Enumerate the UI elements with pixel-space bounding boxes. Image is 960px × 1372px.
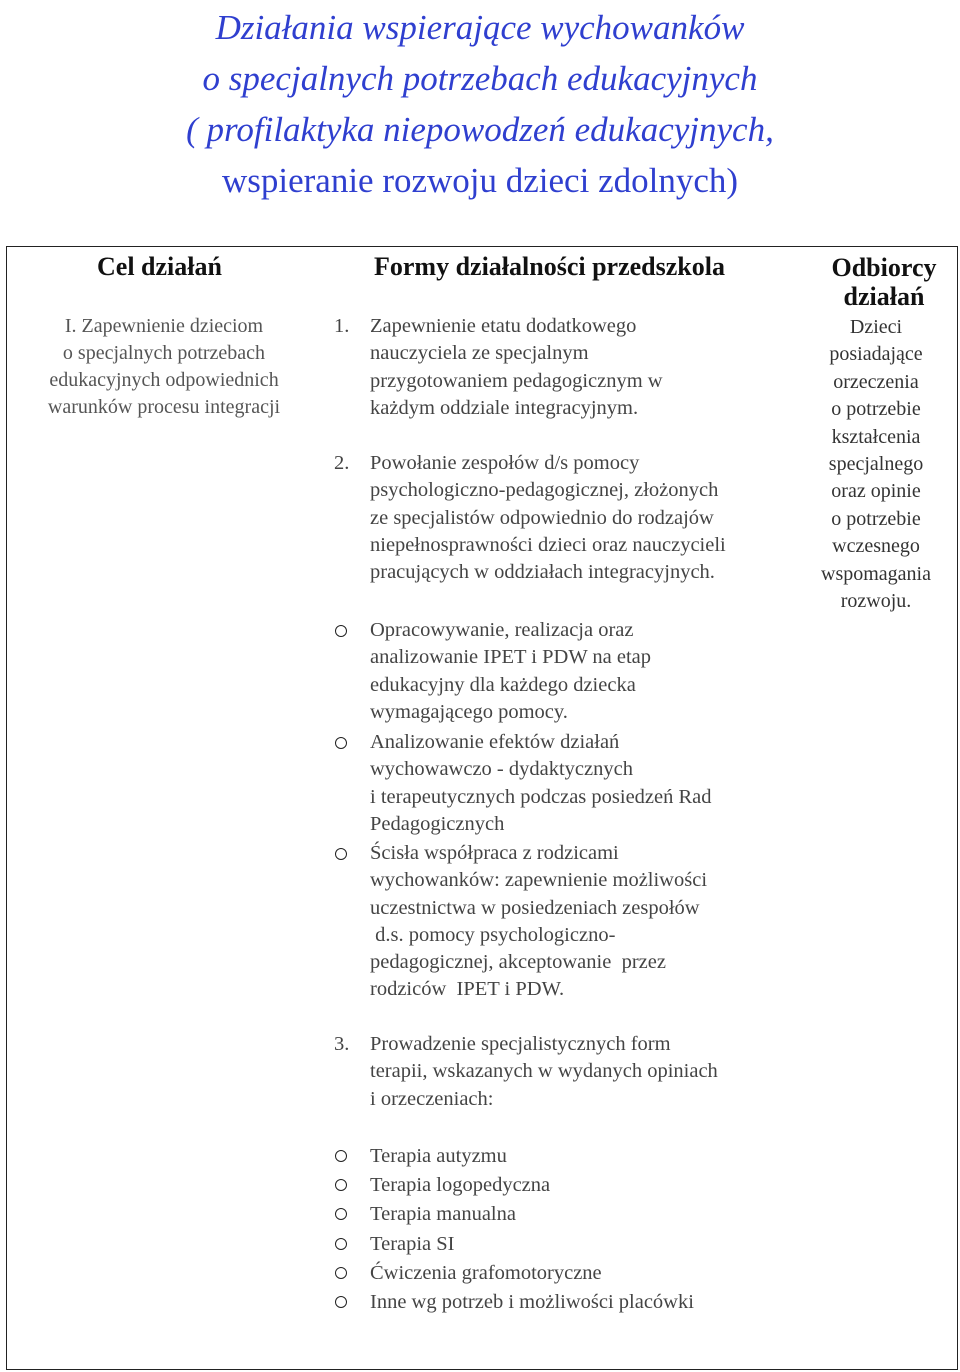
cel-line: edukacyjnych odpowiednich [49, 369, 279, 391]
item-line: Powołanie zespołów d/s pomocy [370, 452, 640, 474]
header-odbiorcy-line: działań [843, 282, 925, 311]
item-line: niepełnosprawności dzieci oraz nauczycieli [370, 533, 726, 556]
header-cel: Cel działań [97, 252, 222, 281]
odbiorcy-line: oraz opinie [831, 480, 921, 503]
cel-line: o specjalnych potrzebach [62, 342, 266, 364]
therapy-label: Terapia manualna [370, 1203, 516, 1225]
bullet-icon [335, 737, 347, 749]
bullet-line: Opracowywanie, realizacja oraz [370, 619, 634, 641]
item-number: 3. [334, 1033, 350, 1055]
bullet-item [370, 729, 712, 838]
item-line: każdym oddziale integracyjnym. [370, 396, 639, 419]
therapy-item [370, 1200, 516, 1229]
title-line: wspieranie rozwoju dzieci zdolnych) [221, 161, 739, 200]
bullet-item [370, 840, 707, 1004]
bullet-line: edukacyjny dla każdego dziecka [370, 673, 636, 696]
odbiorcy-line: specjalnego [828, 453, 924, 476]
item-line: nauczyciela ze specjalnym [370, 342, 589, 365]
odbiorcy-line: o potrzebie [831, 507, 921, 530]
bullet-icon [335, 1179, 347, 1191]
therapy-item [370, 1171, 550, 1200]
item-number: 1. [334, 315, 350, 337]
therapy-item [370, 1288, 694, 1317]
item-line: terapii, wskazanych w wydanych opiniach [370, 1060, 718, 1083]
bullet-icon [335, 1208, 347, 1220]
odbiorcy-line: posiadające [829, 343, 923, 366]
item-line: Prowadzenie specjalistycznych form [370, 1033, 671, 1055]
bullet-line: i terapeutycznych podczas posiedzeń Rad [370, 785, 712, 808]
bullet-line: uczestnictwa w posiedzeniach zespołów [370, 896, 700, 919]
odbiorcy-line: rozwoju. [840, 590, 912, 613]
bullet-icon [335, 1150, 347, 1162]
item-line: ze specjalistów odpowiednio do rodzajów [370, 506, 714, 529]
cel-line: I. Zapewnienie dzieciom [64, 315, 264, 337]
therapy-label: Terapia SI [370, 1233, 455, 1255]
item-line: psychologiczno-pedagogicznej, złożonych [370, 479, 719, 502]
cel-line: warunków procesu integracji [47, 396, 281, 418]
item-line: pracujących w oddziałach integracyjnych. [370, 561, 715, 584]
bullet-item [370, 617, 651, 726]
bullet-line: Pedagogicznych [370, 812, 505, 835]
header-formy: Formy działalności przedszkola [374, 252, 725, 281]
document-title [0, 2, 960, 206]
formy-item-2 [334, 450, 726, 586]
bullet-line: analizowanie IPET i PDW na etap [370, 646, 652, 669]
formy-item-3 [334, 1031, 718, 1113]
odbiorcy-line: orzeczenia [833, 370, 919, 393]
cel-cell [14, 313, 314, 421]
item-line: i orzeczeniach: [370, 1087, 494, 1110]
therapy-label: Terapia logopedyczna [370, 1174, 551, 1196]
title-line: o specjalnych potrzebach edukacyjnych [202, 59, 758, 98]
bullet-line: d.s. pomocy psychologiczno- [370, 923, 616, 946]
bullet-icon [335, 1267, 347, 1279]
header-odbiorcy-line: Odbiorcy [831, 253, 937, 282]
bullet-line: pedagogicznej, akceptowanie przez [370, 951, 666, 974]
odbiorcy-line: Dzieci [849, 316, 903, 338]
odbiorcy-cell [806, 314, 946, 615]
bullet-line: wychowanków: zapewnienie możliwości [370, 869, 708, 892]
header-odbiorcy [814, 253, 954, 311]
formy-item-1 [334, 313, 663, 422]
odbiorcy-line: o potrzebie [831, 398, 921, 421]
item-number: 2. [334, 452, 350, 474]
bullet-icon [335, 1238, 347, 1250]
bullet-line: wychowawczo - dydaktycznych [370, 758, 633, 781]
therapy-label: Ćwiczenia grafomotoryczne [370, 1262, 602, 1284]
title-line: Działania wspierające wychowanków [215, 8, 745, 47]
bullet-icon [335, 848, 347, 860]
bullet-icon [335, 1296, 347, 1308]
therapy-label: Terapia autyzmu [370, 1145, 507, 1167]
bullet-icon [335, 625, 347, 637]
item-line: przygotowaniem pedagogicznym w [370, 369, 663, 392]
odbiorcy-line: wspomagania [821, 562, 931, 585]
therapy-item [370, 1142, 507, 1171]
bullet-line: Ścisła współpraca z rodzicami [370, 842, 619, 864]
title-line: ( profilaktyka niepowodzeń edukacyjnych, [186, 110, 774, 149]
odbiorcy-line: wczesnego [832, 535, 920, 558]
odbiorcy-line: kształcenia [831, 425, 921, 448]
item-line: Zapewnienie etatu dodatkowego [370, 315, 637, 337]
bullet-line: rodziców IPET i PDW. [370, 978, 565, 1001]
bullet-line: Analizowanie efektów działań [370, 731, 620, 753]
therapy-item [370, 1230, 455, 1259]
therapy-item [370, 1259, 602, 1288]
therapy-label: Inne wg potrzeb i możliwości placówki [370, 1291, 694, 1313]
bullet-line: wymagającego pomocy. [370, 700, 568, 723]
